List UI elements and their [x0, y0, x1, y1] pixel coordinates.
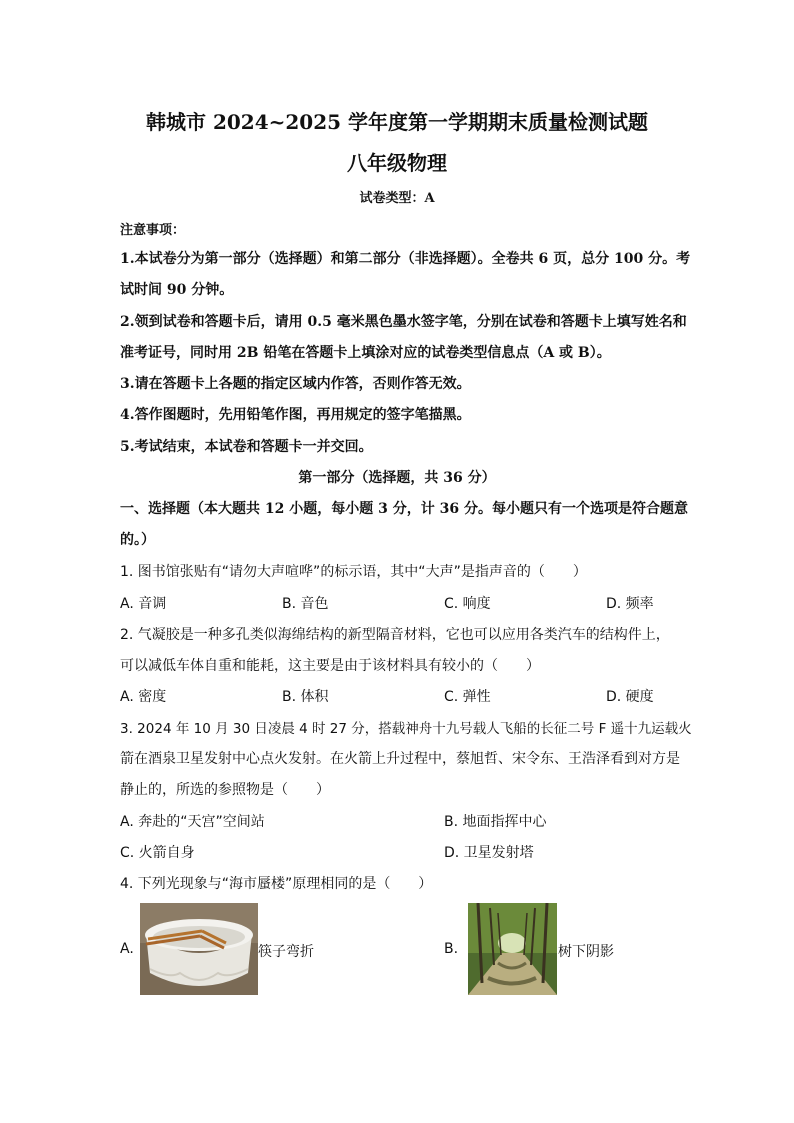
q2-stem-line-2: 可以减低车体自重和能耗，这主要是由于该材料具有较小的（ ） — [120, 658, 540, 674]
note-4: 4.答作图题时，先用铅笔作图，再用规定的签字笔描黑。 — [120, 407, 471, 423]
tree-avenue-illustration — [468, 903, 557, 995]
note-2-line-2: 准考证号，同时用 2B 铅笔在答题卡上填涂对应的试卷类型信息点（A 或 B）。 — [120, 345, 611, 361]
q2-option-b: B. 体积 — [282, 689, 329, 705]
chopsticks-bowl-illustration — [140, 903, 258, 995]
subject-title: 八年级物理 — [347, 151, 447, 175]
q1-option-c: C. 响度 — [444, 596, 491, 612]
q3-stem-line-3: 静止的，所选的参照物是（ ） — [120, 782, 330, 798]
q4-option-a-letter: A. — [120, 941, 134, 957]
q4-option-b-text: 树下阴影 — [558, 944, 614, 960]
q4-option-b-letter: B. — [444, 941, 459, 957]
q3-option-b: B. 地面指挥中心 — [444, 814, 547, 830]
q4-option-a-text: 筷子弯折 — [258, 944, 314, 960]
q3-stem-line-1: 3. 2024 年 10 月 30 日凌晨 4 时 27 分，搭载神舟十九号载人飞船的长征二号 F 遥十九运载火 — [120, 721, 692, 737]
q1-option-d: D. 频率 — [606, 596, 654, 612]
section-heading-line-2: 的。） — [120, 532, 155, 548]
q1-stem: 1. 图书馆张贴有“请勿大声喧哗”的标示语，其中“大声”是指声音的（ ） — [120, 564, 587, 580]
tree-shadow-image — [468, 903, 557, 995]
section-heading-line-1: 一、选择题（本大题共 12 小题，每小题 3 分，计 36 分。每小题只有一个选项是符合题意 — [120, 501, 688, 517]
note-3: 3.请在答题卡上各题的指定区域内作答，否则作答无效。 — [120, 376, 471, 392]
note-1-line-2: 试时间 90 分钟。 — [120, 282, 234, 298]
note-2-line-1: 2.领到试卷和答题卡后，请用 0.5 毫米黑色墨水签字笔，分别在试卷和答题卡上填写姓名和 — [120, 314, 687, 330]
q2-option-a: A. 密度 — [120, 689, 167, 705]
q1-option-a: A. 音调 — [120, 596, 167, 612]
q3-option-c: C. 火箭自身 — [120, 845, 195, 861]
paper-type: 试卷类型：A — [359, 191, 435, 206]
q4-stem: 4. 下列光现象与“海市蜃楼”原理相同的是（ ） — [120, 876, 433, 892]
q2-option-c: C. 弹性 — [444, 689, 491, 705]
q2-option-d: D. 硬度 — [606, 689, 654, 705]
chopsticks-bowl-image — [140, 903, 258, 995]
notes-heading: 注意事项： — [120, 223, 186, 238]
note-1-line-1: 1.本试卷分为第一部分（选择题）和第二部分（非选择题）。全卷共 6 页，总分 100 分。考 — [120, 251, 691, 267]
q1-option-b: B. 音色 — [282, 596, 329, 612]
part1-heading: 第一部分（选择题，共 36 分） — [298, 470, 496, 486]
exam-title: 韩城市 2024~2025 学年度第一学期期末质量检测试题 — [145, 110, 648, 134]
q3-stem-line-2: 箭在酒泉卫星发射中心点火发射。在火箭上升过程中，蔡旭哲、宋令东、王浩泽看到对方是 — [120, 751, 680, 767]
q3-option-d: D. 卫星发射塔 — [444, 845, 534, 861]
note-5: 5.考试结束，本试卷和答题卡一并交回。 — [120, 439, 373, 455]
q2-stem-line-1: 2. 气凝胶是一种多孔类似海绵结构的新型隔音材料，它也可以应用各类汽车的结构件上， — [120, 627, 670, 643]
q3-option-a: A. 奔赴的“天宫”空间站 — [120, 814, 265, 830]
